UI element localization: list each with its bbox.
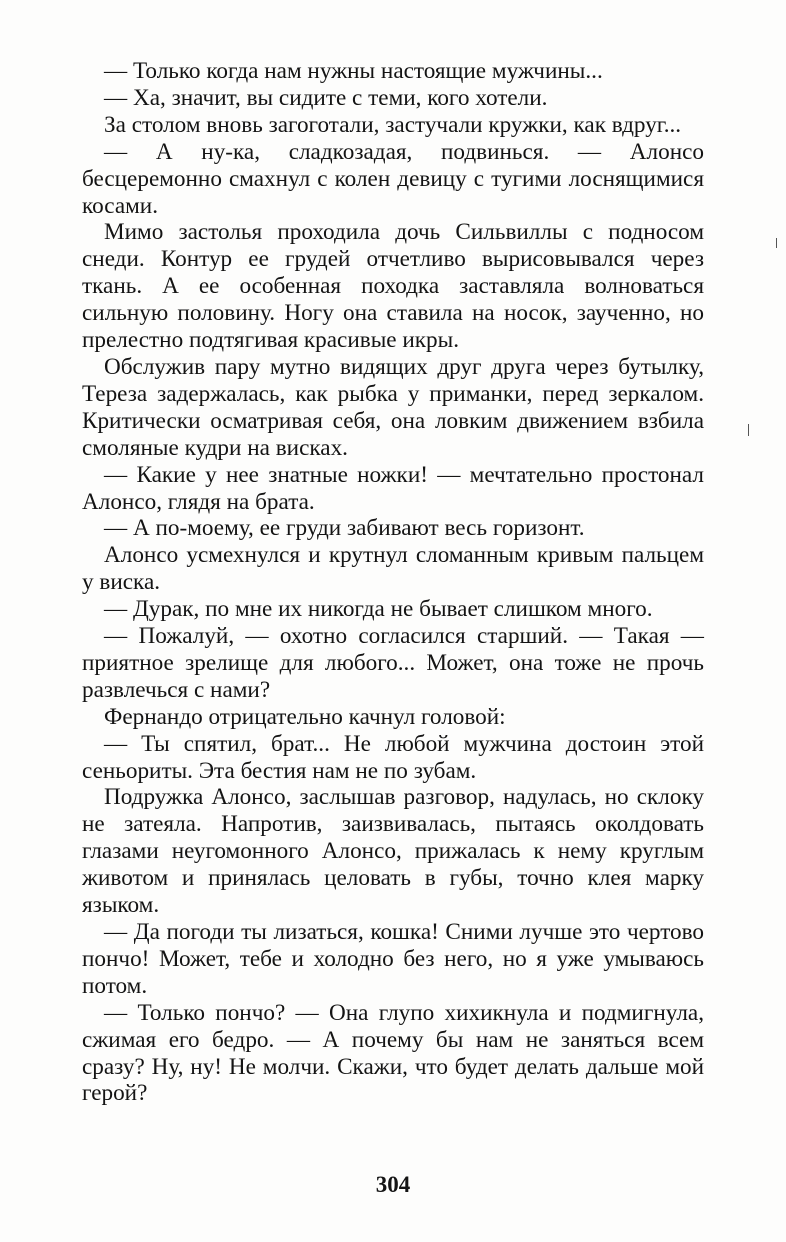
paragraph: — А по-моему, ее груди забивают весь горизонт.	[104, 515, 585, 542]
paragraph: — Ты спятил, брат... Не любой мужчина достоин этой сеньориты. Эта бестия нам не по зубам.	[82, 730, 704, 784]
scan-margin-mark	[748, 424, 749, 436]
paragraph: Подружка Алонсо, заслышав разговор, надулась, но склоку не затеяла. Напротив, заизвивалась, пытаясь околдовать глазами неугомонного Алонсо, прижалась к нему круглым животом и принялась целовать в губы, точно клея марку языком.	[82, 784, 704, 919]
paragraph: Алонсо усмехнулся и крутнул сломанным кривым пальцем у виска.	[82, 542, 704, 596]
paragraph: — Да погоди ты лизаться, кошка! Сними лучше это чертово пончо! Может, тебе и холодно без него, но я уже умываюсь потом.	[82, 919, 704, 999]
paragraph: — Только пончо? — Она глупо хихикнула и подмигнула, сжимая его бедро. — А почему бы нам не заняться всем сразу? Ну, ну! Не молчи. Скажи, что будет делать дальше мой герой?	[82, 999, 704, 1107]
paragraph: — Дурак, по мне их никогда не бывает слишком много.	[104, 596, 653, 623]
paragraph: — Пожалуй, — охотно согласился старший. — Такая — приятное зрелище для любого... Может, она тоже не прочь развлечься с нами?	[82, 623, 704, 703]
paragraph: — Ха, значит, вы сидите с теми, кого хотели.	[104, 84, 548, 111]
paragraph: — Какие у нее знатные ножки! — мечтательно простонал Алонсо, глядя на брата.	[82, 461, 704, 515]
paragraph: Мимо застолья проходила дочь Сильвиллы с подносом снеди. Контур ее грудей отчетливо вырисовывался через ткань. А ее особенная походка заставляла волноваться сильную половину. Ногу она ставила на носок, заученно, но прелестно подтягивая красивые икры.	[82, 219, 704, 354]
body-text	[82, 58, 704, 1107]
paragraph: — А ну-ка, сладкозадая, подвинься. — Алонсо бесцеремонно смахнул с колен девицу с тугими лоснящимися косами.	[82, 138, 704, 219]
paragraph: Обслужив пару мутно видящих друг друга через бутылку, Тереза задержалась, как рыбка у приманки, перед зеркалом. Критически осматривая себя, она ловким движением взбила смоляные кудри на висках.	[82, 353, 704, 461]
scan-margin-mark	[776, 238, 777, 248]
paragraph: Фернандо отрицательно качнул головой:	[104, 703, 506, 730]
paragraph: За столом вновь загоготали, застучали кружки, как вдруг...	[104, 111, 682, 138]
paragraph: — Только когда нам нужны настоящие мужчины...	[104, 58, 603, 84]
page-number: 304	[375, 1172, 411, 1197]
